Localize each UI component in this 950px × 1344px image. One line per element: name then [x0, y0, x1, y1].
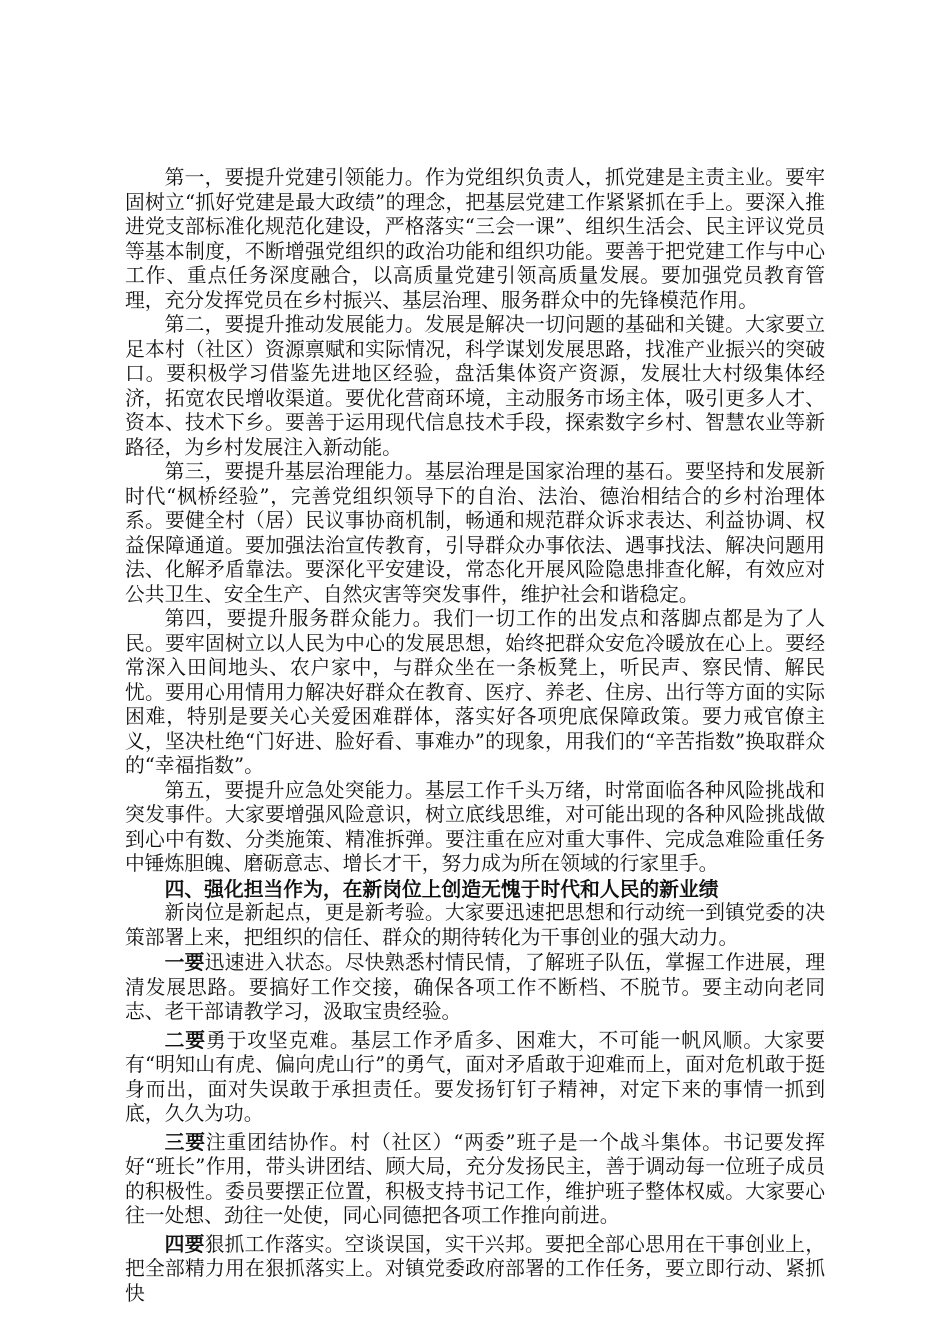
requirement-text: 狠抓工作落实。空谈误国，实干兴邦。要把全部心思用在干事创业上，把全部精力用在狠抓落实上。对镇党委政府部署的工作任务，要立即行动、紧抓快 — [125, 1232, 825, 1305]
requirement-text: 勇于攻坚克难。基层工作矛盾多、困难大，不可能一帆风顺。大家要有“明知山有虎、偏向虎山行”的勇气，面对矛盾敢于迎难而上，面对危机敢于挺身而出，面对失误敢于承担责任。要发扬钉钉子精神，对定下来的事情一抓到底，久久为功。 — [125, 1028, 825, 1125]
paragraph-serving-masses: 第四，要提升服务群众能力。我们一切工作的出发点和落脚点都是为了人民。要牢固树立以人民为中心的发展思想，始终把群众安危冷暖放在心上。要经常深入田间地头、农户家中，与群众坐在一条板凳上，听民声、察民情、解民忧。要用心用情用力解决好群众在教育、医疗、养老、住房、出行等方面的实际困难，特别是要关心关爱困难群体，落实好各项兜底保障政策。要力戒官僚主义，坚决杜绝“门好进、脸好看、事难办”的现象，用我们的“辛苦指数”换取群众的“幸福指数”。 — [125, 607, 825, 777]
requirement-text: 迅速进入状态。尽快熟悉村情民情，了解班子队伍，掌握工作进展，理清发展思路。要搞好工作交接，确保各项工作不断档、不脱节。要主动向老同志、老干部请教学习，汲取宝贵经验。 — [125, 951, 825, 1023]
paragraph-development: 第二，要提升推动发展能力。发展是解决一切问题的基础和关键。大家要立足本村（社区）资源禀赋和实际情况，科学谋划发展思路，找准产业振兴的突破口。要积极学习借鉴先进地区经验，盘活集体资产资源，发展壮大村级集体经济，拓宽农民增收渠道。要优化营商环境，主动服务市场主体，吸引更多人才、资本、技术下乡。要善于运用现代信息技术手段，探索数字乡村、智慧农业等新路径，为乡村发展注入新动能。 — [125, 313, 825, 459]
requirement-text: 注重团结协作。村（社区）“两委”班子是一个战斗集体。书记要发挥好“班长”作用，带头讲团结、顾大局，充分发扬民主，善于调动每一位班子成员的积极性。委员要摆正位置，积极支持书记工作，维护班子整体权威。大家要心往一处想、劲往一处使，同心同德把各项工作推向前进。 — [125, 1130, 825, 1227]
requirement-lead: 二要 — [164, 1027, 206, 1052]
paragraph-party-building: 第一，要提升党建引领能力。作为党组织负责人，抓党建是主责主业。要牢固树立“抓好党建是最大政绩”的理念，把基层党建工作紧紧抓在手上。要深入推进党支部标准化规范化建设，严格落实“三会一课”、组织生活会、民主评议党员等基本制度，不断增强党组织的政治功能和组织功能。要善于把党建工作与中心工作、重点任务深度融合，以高质量党建引领高质量发展。要加强党员教育管理，充分发挥党员在乡村振兴、基层治理、服务群众中的先锋模范作用。 — [125, 166, 825, 312]
section-heading: 四、强化担当作为，在新岗位上创造无愧于时代和人民的新业绩 — [164, 876, 719, 901]
requirement-lead: 一要 — [164, 950, 205, 974]
requirement-lead: 四要 — [164, 1231, 205, 1256]
paragraph-intro: 新岗位是新起点，更是新考验。大家要迅速把思想和行动统一到镇党委的决策部署上来，把组织的信任、群众的期待转化为干事创业的强大动力。 — [125, 901, 825, 949]
requirement-item — [125, 1028, 825, 1127]
requirement-item — [125, 1130, 825, 1229]
requirement-item — [125, 1232, 825, 1307]
paragraph-emergency: 第五，要提升应急处突能力。基层工作千头万绪，时常面临各种风险挑战和突发事件。大家要增强风险意识，树立底线思维，对可能出现的各种风险挑战做到心中有数、分类施策、精准拆弹。要注重在应对重大事件、完成急难险重任务中锤炼胆魄、磨砺意志、增长才干，努力成为所在领域的行家里手。 — [125, 778, 825, 875]
requirement-lead: 三要 — [164, 1129, 206, 1154]
document-body — [125, 166, 825, 1306]
paragraph-governance: 第三，要提升基层治理能力。基层治理是国家治理的基石。要坚持和发展新时代“枫桥经验”，完善党组织领导下的自治、法治、德治相结合的乡村治理体系。要健全村（居）民议事协商机制，畅通和规范群众诉求表达、利益协调、权益保障通道。要加强法治宣传教育，引导群众办事依法、遇事找法、解决问题用法、化解矛盾靠法。要深化平安建设，常态化开展风险隐患排查化解，有效应对公共卫生、安全生产、自然灾害等突发事件，维护社会和谐稳定。 — [125, 460, 825, 606]
requirement-item — [125, 950, 825, 1025]
